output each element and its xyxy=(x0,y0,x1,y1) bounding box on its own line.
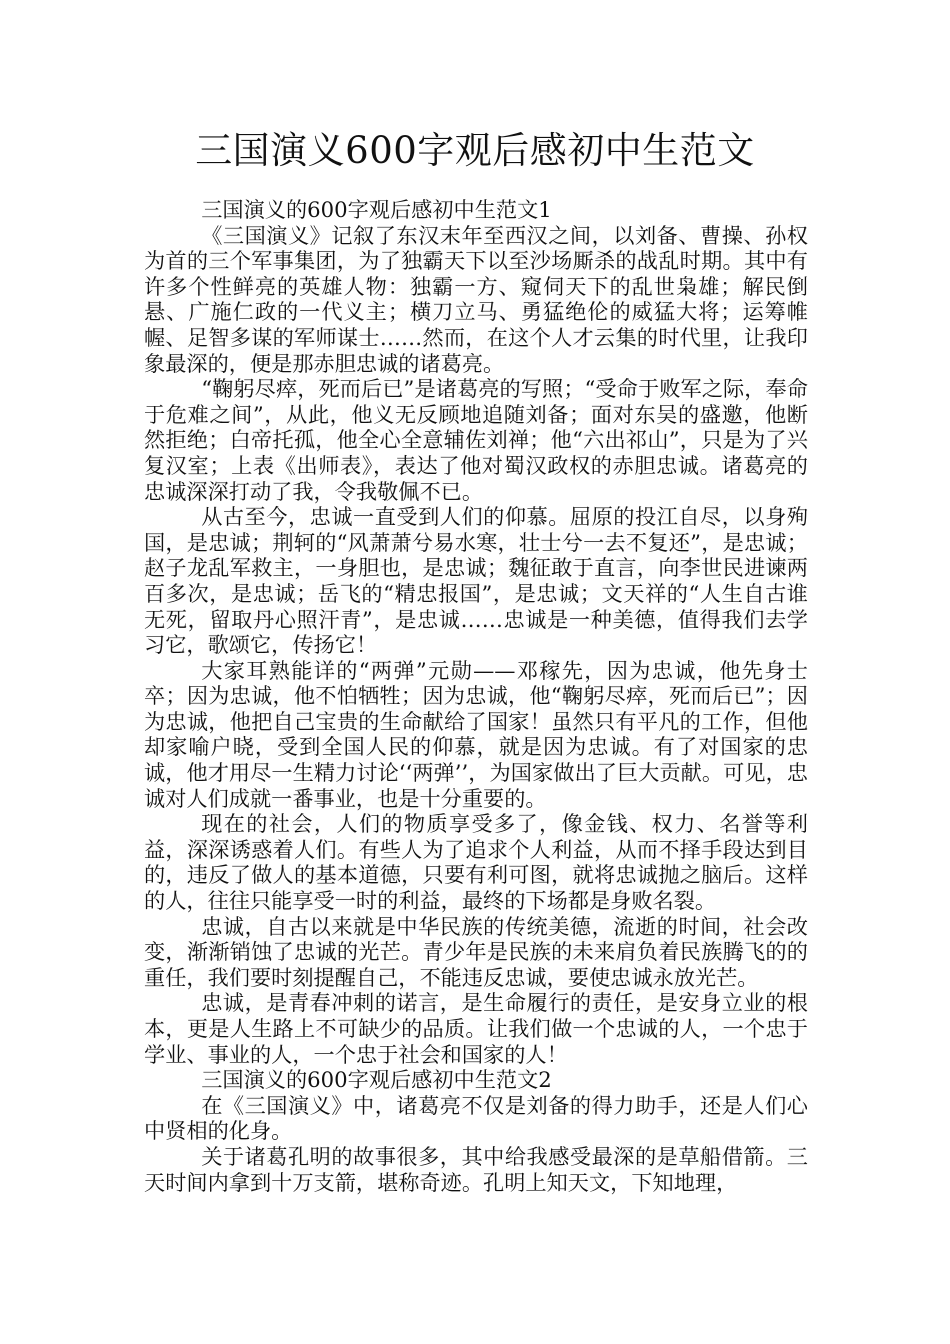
document-title: 三国演义600字观后感初中生范文 xyxy=(195,129,755,172)
paragraph: 在《三国演义》中，诸葛亮不仅是刘备的得力助手，还是人们心中贤相的化身。 xyxy=(144,1092,808,1144)
paragraph: 大家耳熟能详的“两弹”元勋——邓稼先，因为忠诚，他先身士卒；因为忠诚，他不怕牺牲；因为忠诚，他“鞠躬尽瘁，死而后已”；因为忠诚，他把自己宝贵的生命献给了国家！虽然只有平凡的工作，但他却家喻户晓，受到全国人民的仰慕，就是因为忠诚。有了对国家的忠诚，他才用尽一生精力讨论‘‘两弹’’，为国家做出了巨大贡献。可见，忠诚对人们成就一番事业，也是十分重要的。 xyxy=(144,657,808,811)
paragraph: 忠诚，自古以来就是中华民族的传统美德，流逝的时间，社会改变，渐渐销蚀了忠诚的光芒。青少年是民族的未来肩负着民族腾飞的的重任，我们要时刻提醒自己，不能违反忠诚，要使忠诚永放光芒。 xyxy=(144,913,808,990)
paragraph: 《三国演义》记叙了东汉末年至西汉之间，以刘备、曹操、孙权为首的三个军事集团，为了独霸天下以至沙场厮杀的战乱时期。其中有许多个性鲜亮的英雄人物：独霸一方、窥伺天下的乱世枭雄；解民倒悬、广施仁政的一代义主；横刀立马、勇猛绝伦的威猛大将；运筹帷幄、足智多谋的军师谋士……然而，在这个人才云集的时代里，让我印象最深的，便是那赤胆忠诚的诸葛亮。 xyxy=(144,222,808,376)
paragraph: 现在的社会，人们的物质享受多了，像金钱、权力、名誉等利益，深深诱惑着人们。有些人为了追求个人利益，从而不择手段达到目的，违反了做人的基本道德，只要有利可图，就将忠诚抛之脑后。这样的人，往往只能享受一时的利益，最终的下场都是身败名裂。 xyxy=(144,811,808,914)
paragraph: 忠诚，是青春冲刺的诺言，是生命履行的责任，是安身立业的根本，更是人生路上不可缺少的品质。让我们做一个忠诚的人，一个忠于学业、事业的人，一个忠于社会和国家的人！ xyxy=(144,990,808,1067)
paragraph: “鞠躬尽瘁，死而后已”是诸葛亮的写照；“受命于败军之际，奉命于危难之间”，从此，他义无反顾地追随刘备；面对东吴的盛邀，他断然拒绝；白帝托孤，他全心全意辅佐刘禅；他“六出祁山”，只是为了兴复汉室；上表《出师表》，表达了他对蜀汉政权的赤胆忠诚。诸葛亮的忠诚深深打动了我，令我敬佩不已。 xyxy=(144,376,808,504)
paragraph: 从古至今，忠诚一直受到人们的仰慕。屈原的投江自尽，以身殉国，是忠诚；荆轲的“风萧萧兮易水寒，壮士兮一去不复还”，是忠诚；赵子龙乱军救主，一身胆也，是忠诚；魏征敢于直言，向李世民进谏两百多次，是忠诚；岳飞的“精忠报国”，是忠诚；文天祥的“人生自古谁无死，留取丹心照汗青”，是忠诚……忠诚是一种美德，值得我们去学习它，歌颂它，传扬它！ xyxy=(144,504,808,658)
section-heading-1: 三国演义的600字观后感初中生范文1 xyxy=(201,197,552,222)
section-heading-2: 三国演义的600字观后感初中生范文2 xyxy=(201,1067,552,1093)
paragraph: 关于诸葛孔明的故事很多，其中给我感受最深的是草船借箭。三天时间内拿到十万支箭，堪称奇迹。孔明上知天文，下知地理， xyxy=(144,1143,808,1195)
document-body xyxy=(144,197,808,1195)
